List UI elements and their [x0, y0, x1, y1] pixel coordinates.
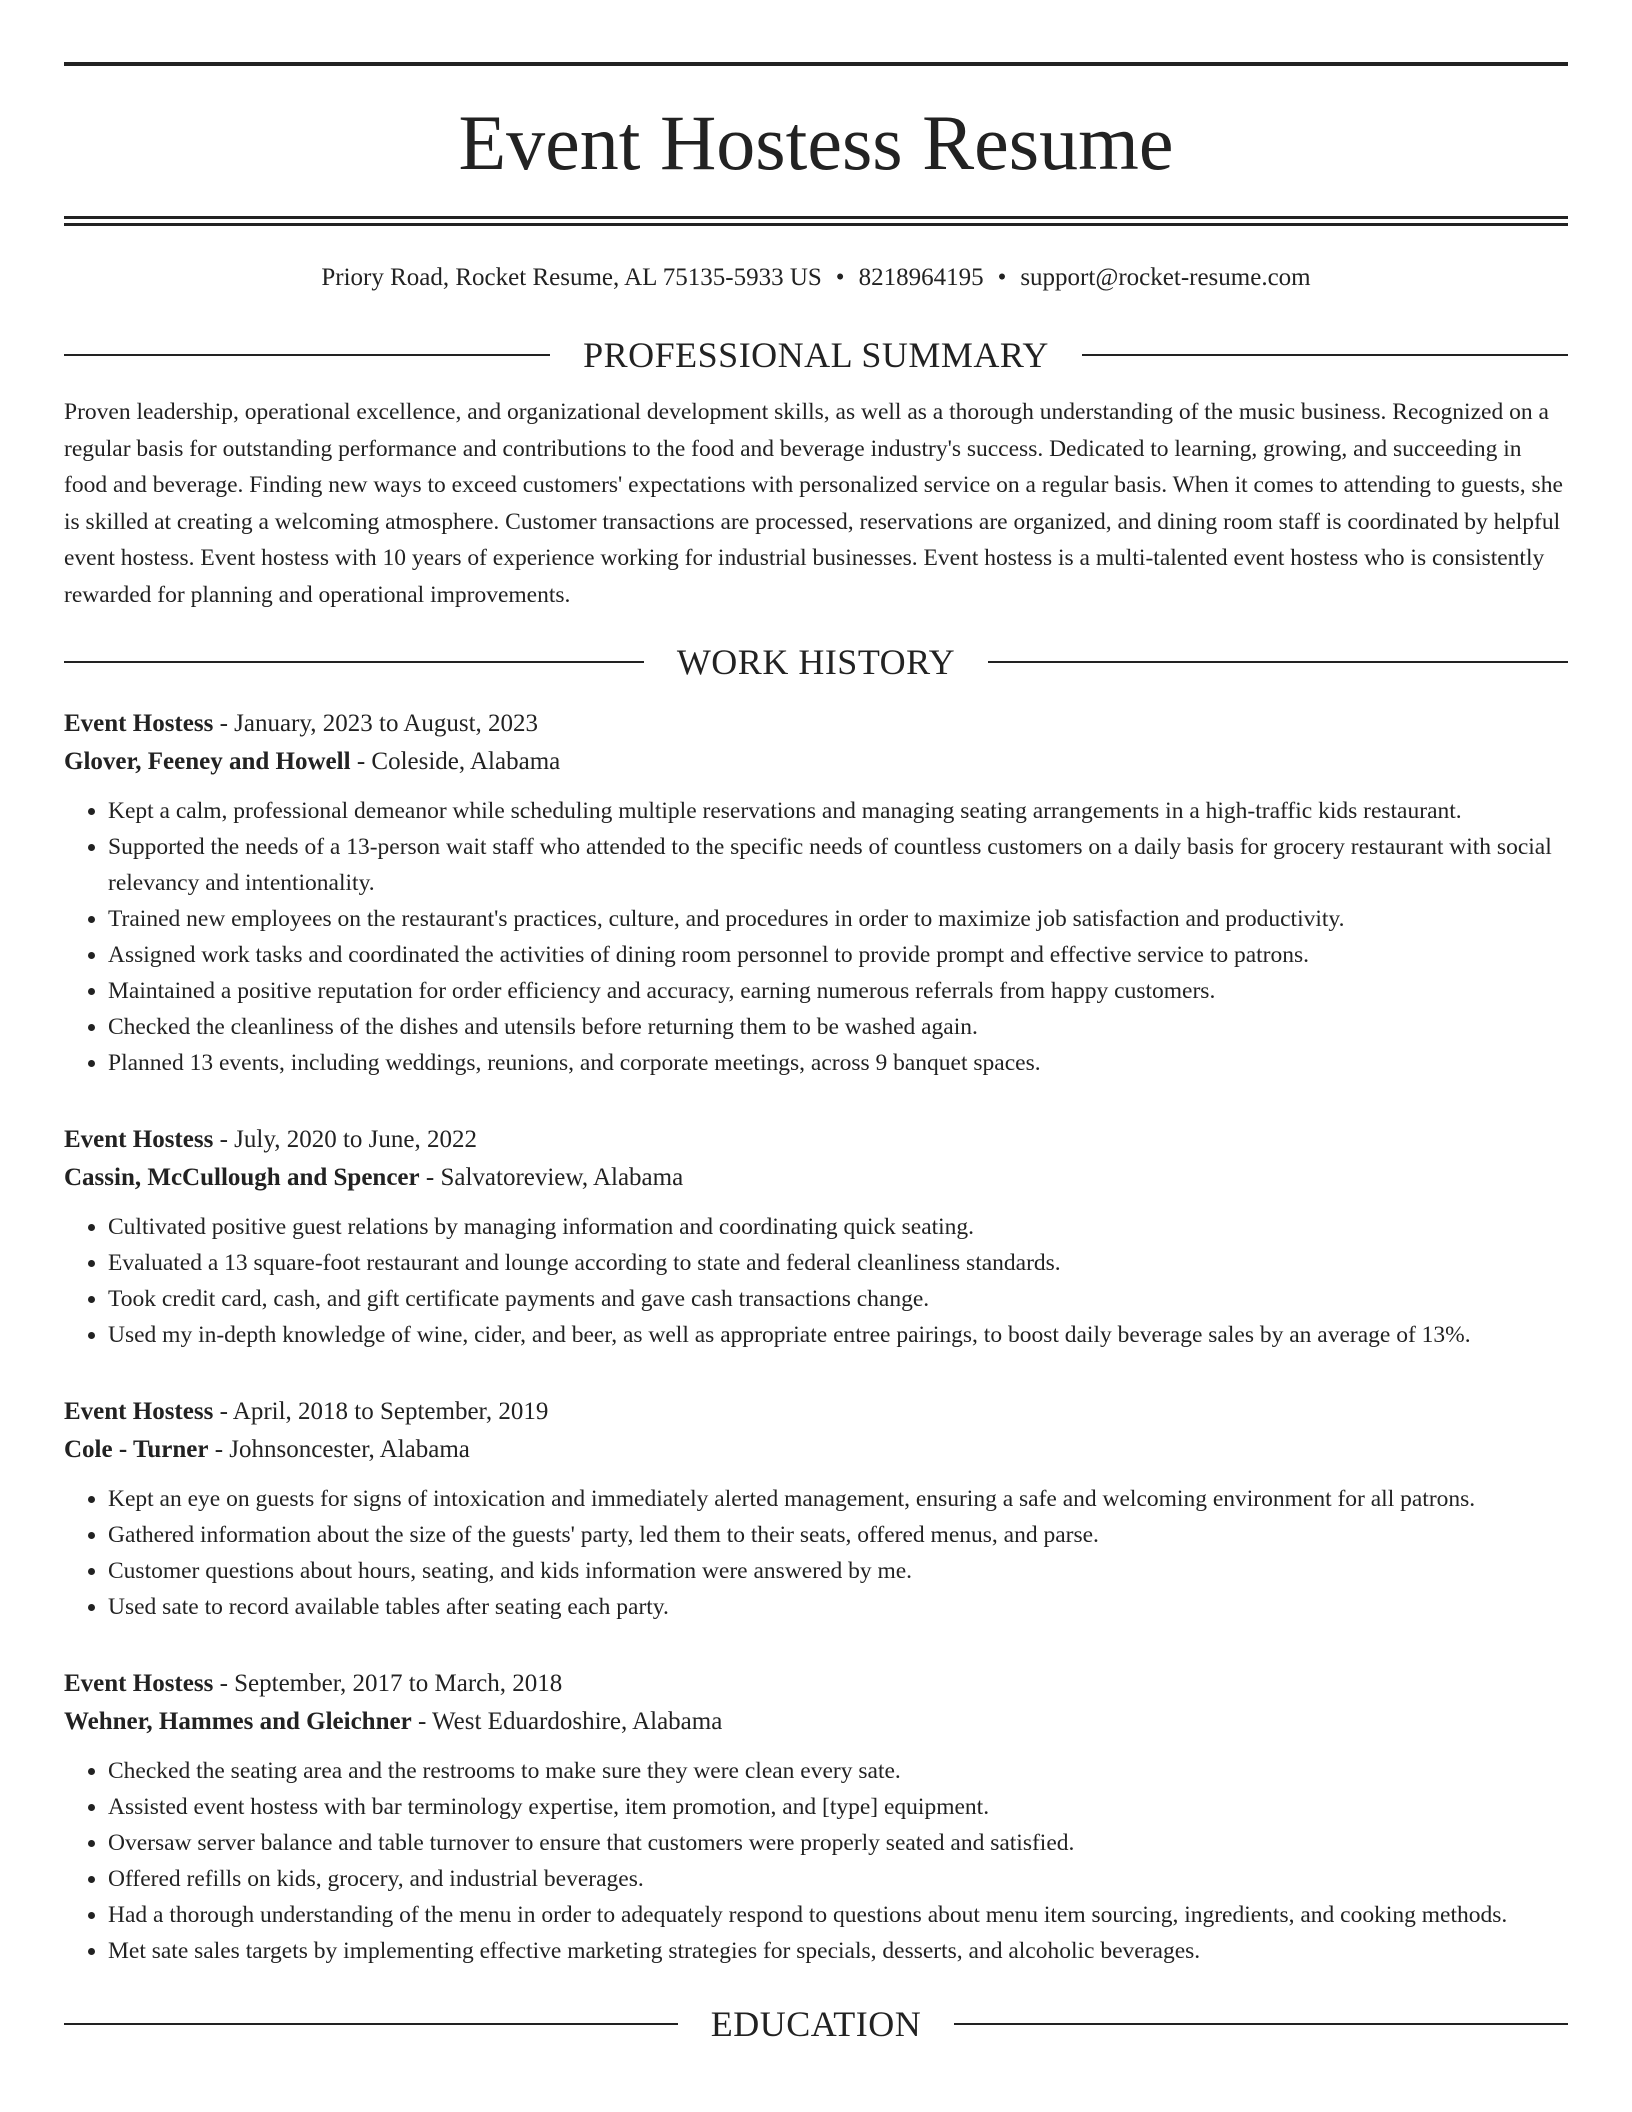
list-item: • Gathered information about the size of the guests' party, led them to their seats, offered menus, and parse.	[108, 1517, 1568, 1553]
job-company: Cole - Turner	[64, 1436, 209, 1463]
title-double-rule	[64, 216, 1568, 226]
summary-text: Proven leadership, operational excellence, and organizational development skills, as well as a thorough understanding of the music business. Recognized on a regular basis for outstanding performance and contributions to the food and beverage industry's success. Dedicated to learning, growing, and succeeding in food and beverage. Finding new ways to exceed customers' expectations with personalized service on a regular basis. When it comes to attending to guests, she is skilled at creating a welcoming atmosphere. Customer transactions are processed, reservations are organized, and dining room staff is coordinated by helpful event hostess. Event hostess with 10 years of experience working for industrial businesses. Event hostess is a multi-talented event hostess who is consistently rewarded for planning and operational improvements.	[64, 399, 1563, 608]
job-entry	[64, 1121, 1568, 1353]
list-item: • Customer questions about hours, seating, and kids information were answered by me.	[108, 1553, 1568, 1589]
list-item: • Evaluated a 13 square-foot restaurant and lounge according to state and federal cleanliness standards.	[108, 1245, 1568, 1281]
list-item: • Checked the seating area and the restrooms to make sure they were clean every sate.	[108, 1753, 1568, 1789]
job-role: Event Hostess	[64, 1126, 214, 1153]
job-company-line	[64, 1159, 1568, 1197]
job-dates: - April, 2018 to September, 2019	[219, 1398, 549, 1425]
list-item: • Took credit card, cash, and gift certificate payments and gave cash transactions change.	[108, 1281, 1568, 1317]
job-duties-list	[64, 1209, 1568, 1353]
contact-separator: •	[835, 264, 845, 291]
list-item: • Trained new employees on the restaurant's practices, culture, and procedures in order to maximize job satisfaction and productivity.	[108, 901, 1568, 937]
list-item: • Met sate sales targets by implementing effective marketing strategies for specials, desserts, and alcoholic beverages.	[108, 1933, 1568, 1969]
job-role: Event Hostess	[64, 1398, 214, 1425]
job-dates: - September, 2017 to March, 2018	[219, 1670, 563, 1697]
list-item: • Checked the cleanliness of the dishes and utensils before returning them to be washed again.	[108, 1009, 1568, 1045]
heading-rule-left	[64, 661, 644, 663]
job-dates: - July, 2020 to June, 2022	[219, 1126, 477, 1153]
contact-address: Priory Road, Rocket Resume, AL 75135-5933 US	[321, 264, 822, 291]
list-item: • Maintained a positive reputation for order efficiency and accuracy, earning numerous referrals from happy customers.	[108, 973, 1568, 1009]
list-item: • Oversaw server balance and table turnover to ensure that customers were properly seated and satisfied.	[108, 1825, 1568, 1861]
list-item: • Had a thorough understanding of the menu in order to adequately respond to questions about menu item sourcing, ingredients, and cooking methods.	[108, 1897, 1568, 1933]
job-company: Wehner, Hammes and Gleichner	[64, 1708, 412, 1735]
section-heading-education	[64, 2003, 1568, 2045]
job-location: - Salvatoreview, Alabama	[425, 1164, 684, 1191]
job-location: - Coleside, Alabama	[356, 748, 561, 775]
contact-email: support@rocket-resume.com	[1020, 264, 1311, 291]
list-item: • Cultivated positive guest relations by managing information and coordinating quick seating.	[108, 1209, 1568, 1245]
top-rule	[64, 62, 1568, 66]
page-title: Event Hostess Resume	[458, 99, 1174, 186]
list-item: • Kept an eye on guests for signs of intoxication and immediately alerted management, ensuring a safe and welcoming environment for all patrons.	[108, 1481, 1568, 1517]
job-entry	[64, 1393, 1568, 1625]
job-duties-list	[64, 1481, 1568, 1625]
list-item: • Kept a calm, professional demeanor while scheduling multiple reservations and managing seating arrangements in a high-traffic kids restaurant.	[108, 793, 1568, 829]
job-company-line	[64, 743, 1568, 781]
job-entry	[64, 705, 1568, 1081]
list-item: • Planned 13 events, including weddings, reunions, and corporate meetings, across 9 banquet spaces.	[108, 1045, 1568, 1081]
section-heading-summary	[64, 334, 1568, 376]
job-role: Event Hostess	[64, 710, 214, 737]
list-item: • Used my in-depth knowledge of wine, cider, and beer, as well as appropriate entree pairings, to boost daily beverage sales by an average of 13%.	[108, 1317, 1568, 1353]
job-role: Event Hostess	[64, 1670, 214, 1697]
heading-rule-left	[64, 354, 550, 356]
job-company: Glover, Feeney and Howell	[64, 748, 351, 775]
job-company-line	[64, 1703, 1568, 1741]
heading-rule-right	[988, 661, 1568, 663]
job-role-line	[64, 1121, 1568, 1159]
job-entry	[64, 1665, 1568, 1969]
job-role-line	[64, 705, 1568, 743]
job-duties-list	[64, 793, 1568, 1081]
heading-rule-right	[1082, 354, 1568, 356]
job-dates: - January, 2023 to August, 2023	[219, 710, 539, 737]
work-heading: WORK HISTORY	[676, 642, 956, 682]
job-location: - Johnsoncester, Alabama	[214, 1436, 470, 1463]
list-item: • Assisted event hostess with bar terminology expertise, item promotion, and [type] equipment.	[108, 1789, 1568, 1825]
contact-separator: •	[997, 264, 1007, 291]
contact-phone: 8218964195	[858, 264, 984, 291]
heading-rule-left	[64, 2023, 678, 2025]
education-heading: EDUCATION	[710, 2004, 922, 2044]
job-role-line	[64, 1393, 1568, 1431]
work-history-list	[64, 705, 1568, 1969]
list-item: • Assigned work tasks and coordinated the activities of dining room personnel to provide prompt and effective service to patrons.	[108, 937, 1568, 973]
job-company: Cassin, McCullough and Spencer	[64, 1164, 420, 1191]
job-company-line	[64, 1431, 1568, 1469]
list-item: • Supported the needs of a 13-person wait staff who attended to the specific needs of countless customers on a daily basis for grocery restaurant with social relevancy and intentionality.	[108, 829, 1568, 901]
contact-line	[64, 264, 1568, 292]
list-item: • Offered refills on kids, grocery, and industrial beverages.	[108, 1861, 1568, 1897]
summary-heading: PROFESSIONAL SUMMARY	[583, 335, 1049, 375]
job-duties-list	[64, 1753, 1568, 1969]
list-item: • Used sate to record available tables after seating each party.	[108, 1589, 1568, 1625]
section-heading-work	[64, 641, 1568, 683]
job-location: - West Eduardoshire, Alabama	[417, 1708, 723, 1735]
heading-rule-right	[954, 2023, 1568, 2025]
job-role-line	[64, 1665, 1568, 1703]
